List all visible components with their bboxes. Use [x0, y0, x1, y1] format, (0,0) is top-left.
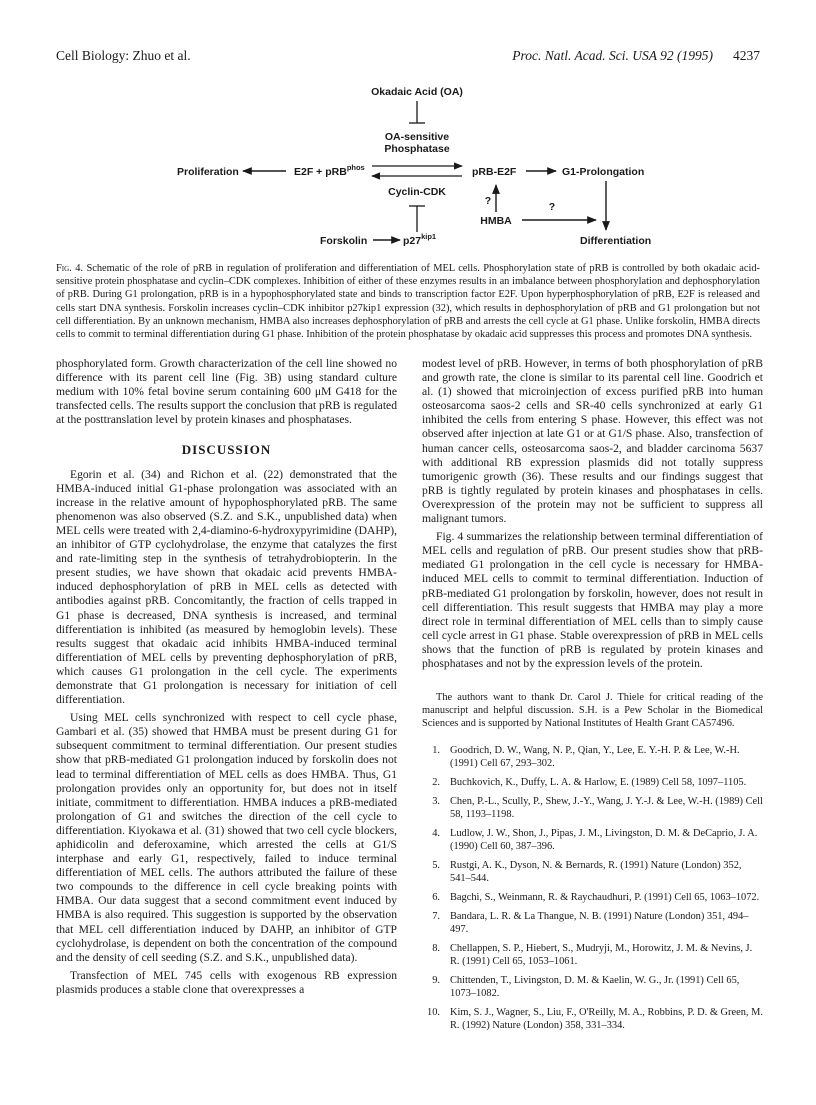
reference-item	[422, 744, 763, 770]
caption-text: Schematic of the role of pRB in regulation of proliferation and differentiation of MEL cells. Phosphorylation state of pRB is controlled by both okadaic acid-sensitive protein phosphatase and cyclin–CDK complexes. Inhibition of either of these enzymes results in an imbalance between phosphorylation and dephosphorylation of pRB. During G1 prolongation, pRB is in a hypophosphorylated state and binds to transcription factor E2F. Upon hyperphosphorylation of pRB, E2F is released and cells start DNA synthesis. Forskolin increases cyclin–CDK inhibitor p27kip1 expression (32), which results in dephosphorylation of pRB and G1 prolongation but not cell differentiation. By an unknown mechanism, HMBA also increases dephosphorylation of pRB and arrests the cell cycle at G1 phase. Unlike forskolin, HMBA directs cells to commit to terminal differentiation during G1 phase. Inhibition of the protein phosphatase by okadaic acid suppresses this process and promotes DNA synthesis.	[56, 263, 760, 341]
reference-number: 7.	[432, 911, 440, 923]
question-mark-1: ?	[484, 195, 492, 207]
reference-text: Bandara, L. R. & La Thangue, N. B. (1991) Nature (London) 351, 494–497.	[450, 911, 749, 936]
figure-caption	[56, 262, 760, 341]
reference-list	[422, 744, 763, 1032]
reference-item	[422, 1006, 763, 1032]
reference-text: Chen, P.-L., Scully, P., Shew, J.-Y., Wang, J. Y.-J. & Lee, W.-H. (1989) Cell 58, 1193–1198.	[450, 796, 763, 821]
prb-e2f-label: pRB-E2F	[472, 166, 517, 178]
okadaic-acid-label: Okadaic Acid (OA)	[371, 86, 463, 98]
reference-text: Goodrich, D. W., Wang, N. P., Qian, Y., Lee, E. Y.-H. P. & Lee, W.-H. (1991) Cell 67, 293–302.	[450, 745, 740, 770]
reference-item	[422, 859, 763, 885]
reference-text: Bagchi, S., Weinmann, R. & Raychaudhuri, P. (1991) Cell 65, 1063–1072.	[450, 892, 760, 904]
oa-sensitive-label: OA-sensitive	[384, 131, 450, 143]
reference-text: Chellappen, S. P., Hiebert, S., Mudryji, M., Horowitz, J. M. & Nevins, J. R. (1991) Cell 65, 1053–1061.	[450, 943, 753, 968]
reference-number: 10.	[427, 1007, 440, 1019]
reference-item	[422, 891, 763, 904]
reference-item	[422, 974, 763, 1000]
reference-number: 3.	[432, 796, 440, 808]
reference-item	[422, 776, 763, 789]
section-heading-discussion: DISCUSSION	[181, 442, 272, 458]
right-column	[422, 357, 763, 1038]
reference-item	[422, 942, 763, 968]
reference-item	[422, 827, 763, 853]
paragraph: modest level of pRB. However, in terms of both phosphorylation of pRB and growth rate, the clone is similar to its parental cell line. Goodrich et al. (1) showed that microinjection of excess purified pRB into human osteosarcoma saos-2 cells and SR-40 cells synchronized at early G1 inhibited the cells from entering S phase. However, this effect was not observed after injection at late G1 or at G1/S phase. Also, transfection of human cancer cells, osteosarcoma saos-2, and bladder carcinoma 5637 with additional RB expression plasmids did not totally suppress tumorigenic growth (36). These results and our findings suggest that pRB is tightly regulated by protein kinases and phosphatases in cells. Overexpression of the protein may not be sufficient to suppress all malignant tumors.	[422, 357, 763, 526]
proliferation-label: Proliferation	[177, 166, 239, 178]
reference-number: 8.	[432, 943, 440, 955]
differentiation-label: Differentiation	[580, 235, 652, 247]
e2f-prb-label: E2F + pRB$^{phos}$	[294, 163, 365, 178]
g1-prolongation-label: G1-Prolongation	[562, 166, 645, 178]
hmba-label: HMBA	[480, 215, 512, 227]
figure-4-schematic	[0, 0, 816, 260]
paragraph: phosphorylated form. Growth characterization of the cell line showed no difference with its parent cell line (Fig. 3B) using standard culture medium with 10% fetal bovine serum containing 600 μM G418 for the transfected cells. The results support the conclusion that pRB is regulated at the posttranslation level by protein kinases and phosphatases.	[56, 357, 397, 427]
cyclin-cdk-label: Cyclin-CDK	[388, 186, 446, 198]
reference-number: 1.	[432, 745, 440, 757]
reference-text: Chittenden, T., Livingston, D. M. & Kaelin, W. G., Jr. (1991) Cell 65, 1073–1082.	[450, 975, 740, 1000]
running-header-left: Cell Biology: Zhuo et al.	[56, 48, 191, 63]
forskolin-label: Forskolin	[320, 235, 368, 247]
paragraph: Egorin et al. (34) and Richon et al. (22) demonstrated that the HMBA-induced initial G1-phase prolongation was associated with an increase in the relative amount of hypophosphorylated pRB. The same phenomenon was also observed (S.Z. and S.K., unpublished data) when MEL cells were treated with 2,4-diamino-6-hydroxypyrimidine (DAHP), an inhibitor of GTP cyclohydrolase, the enzyme that catalyzes the first and rate-limiting step in the synthesis of tetrahydrobiopterin. In the present studies, we have shown that okadaic acid prevents HMBA-induced dephosphorylation of pRB in MEL cells as detected with antibodies against pRB. Concomitantly, the fraction of cells trapped in G1 phase is decreased, DNA synthesis is increased, and terminal differentiation is inhibited (as measured by hemoglobin levels). These results suggest that okadaic acid inhibits HMBA-induced terminal differentiation of MEL cells by preventing dephosphorylation of pRB, which causes G1 prolongation in the cell cycle. The experiments demonstrate that G1 prolongation is necessary for initiation of cell differentiation.	[56, 467, 397, 707]
reference-number: 5.	[432, 860, 440, 872]
reference-text: Buchkovich, K., Duffy, L. A. & Harlow, E. (1989) Cell 58, 1097–1105.	[450, 777, 747, 789]
paragraph: Using MEL cells synchronized with respect to cell cycle phase, Gambari et al. (35) showed that HMBA must be present during G1 for subsequent commitment to terminal differentiation. Our present studies show that pRB-mediated G1 prolongation induced by forskolin does not lead to terminal differentiation of MEL cells as does HMBA. Thus, G1 prolongation provides only an opportunity for, but does not in itself initiate, commitment to differentiation. HMBA induces a pRB-mediated prolongation of G1 and switches the direction of the cell cycle to differentiation. Kiyokawa et al. (31) showed that two cell cycle blockers, aphidicolin and deferoxamine, which arrested the cells at G1/S interphase and early G1, respectively, failed to induce terminal differentiation of MEL cells. The authors attributed the failure of these two compounds to the difference in cell cycle breaking points with HMBA. Our data suggest that a second commitment event induced by HMBA is also required. This suggestion is supported by the observation that MEL cell differentiation induced by DAHP, an inhibitor of GTP cyclohydrolase, is dependent on both the concentration of the compound and the density of cell seeding (S.Z. and S.K., unpublished data).	[56, 711, 397, 964]
reference-text: Rustgi, A. K., Dyson, N. & Bernards, R. (1991) Nature (London) 352, 541–544.	[450, 860, 742, 885]
reference-number: 6.	[432, 892, 440, 904]
journal-citation: Proc. Natl. Acad. Sci. USA 92 (1995)	[512, 48, 713, 63]
acknowledgments: The authors want to thank Dr. Carol J. Thiele for critical reading of the manuscript and helpful discussion. S.H. is a Pew Scholar in the Biomedical Sciences and is supported by National Institutes of Health Grant CA57496.	[422, 692, 763, 730]
left-column	[56, 357, 397, 1001]
page-number: 4237	[733, 48, 760, 63]
question-mark-2: ?	[548, 201, 556, 213]
reference-item	[422, 795, 763, 821]
reference-text: Ludlow, J. W., Shon, J., Pipas, J. M., Livingston, D. M. & DeCaprio, J. A. (1990) Cell 60, 387–396.	[450, 828, 758, 853]
phosphatase-label: Phosphatase	[384, 143, 450, 155]
reference-number: 4.	[432, 828, 440, 840]
reference-number: 9.	[432, 975, 440, 987]
paragraph: Fig. 4 summarizes the relationship between terminal differentiation of MEL cells and regulation of pRB. Our present studies show that pRB-mediated G1 prolongation in the cell cycle is necessary for HMBA-induced MEL cells to commit to terminal differentiation. Induction of pRB-mediated G1 prolongation by forskolin, however, does not result in cell differentiation. This result suggests that HMBA may play a more direct role in terminal differentiation of MEL cells than to simply cause cell cycle arrest in G1 phase. Stable overexpression of pRB in MEL cells shows that the function of pRB is regulated by protein kinases and phosphatases and not by the expression levels of the protein.	[422, 530, 763, 670]
figure-label: Fig. 4.	[56, 263, 83, 274]
reference-item	[422, 910, 763, 936]
reference-number: 2.	[432, 777, 440, 789]
paragraph: Transfection of MEL 745 cells with exogenous RB expression plasmids produces a stable clone that overexpresses a	[56, 968, 397, 996]
reference-text: Kim, S. J., Wagner, S., Liu, F., O'Reilly, M. A., Robbins, P. D. & Green, M. R. (1992) Nature (London) 358, 331–334.	[450, 1007, 763, 1032]
p27-label: $p27^{kip1}$	[403, 232, 437, 247]
